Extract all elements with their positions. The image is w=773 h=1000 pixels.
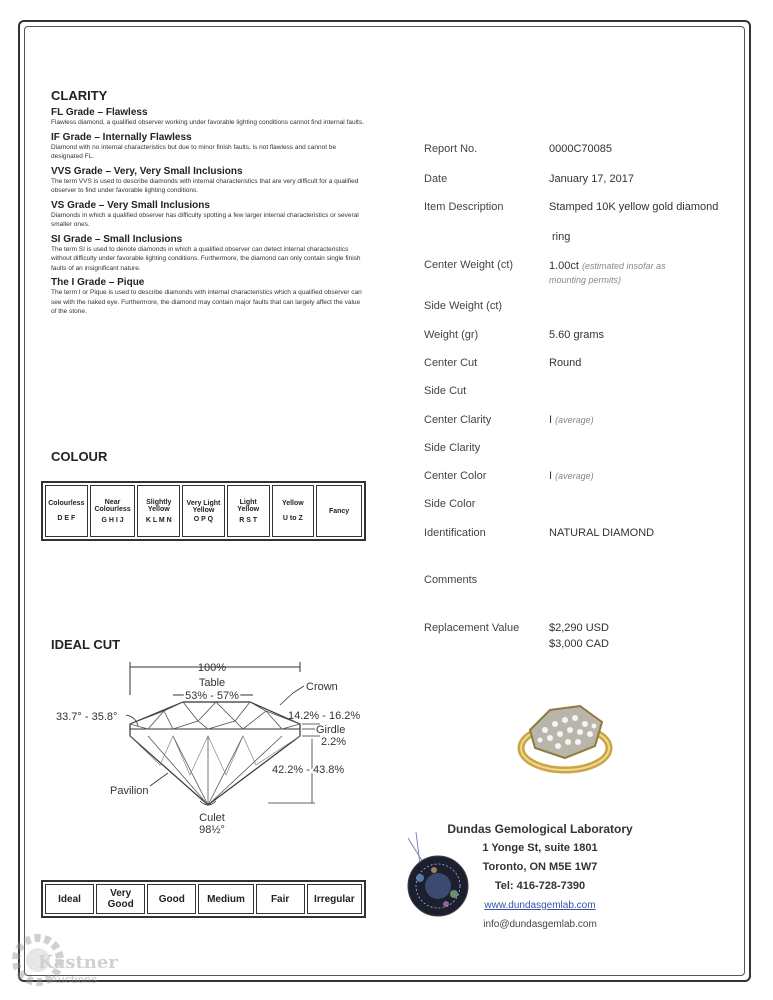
colour-cell-light-yellow	[227, 485, 270, 537]
grade-title: The I Grade – Pique	[51, 277, 145, 288]
clarity-title: CLARITY	[51, 88, 108, 103]
grade-title: VVS Grade – Very, Very Small Inclusions	[51, 165, 243, 177]
report-value: Round	[549, 357, 582, 369]
colour-cell-slightly-yellow	[137, 485, 180, 537]
diamond-proportions-diagram	[40, 655, 380, 835]
report-value: I	[549, 414, 553, 426]
colour-label: Near Colourless	[94, 498, 131, 513]
seal-sparkle	[416, 832, 420, 864]
cut-grade-table	[41, 880, 366, 918]
colour-grades: G H I J	[101, 516, 124, 524]
colour-cell-fancy	[316, 485, 362, 537]
lab-name: Dundas Gemological Laboratory	[447, 822, 633, 836]
colour-cell-very-light-yellow	[182, 485, 225, 537]
cut-grade-good: Good	[147, 884, 196, 914]
clarity-grade-vvs	[51, 166, 366, 196]
report-label: Center Weight (ct)	[424, 259, 514, 271]
report-note: (estimated insofar as mounting permits)	[549, 261, 666, 285]
report-value: 1.00ct	[549, 260, 579, 272]
seal-sparkle	[408, 838, 424, 864]
colour-grades: O P Q	[193, 515, 214, 523]
table-range-label: 53% - 57%	[185, 690, 239, 702]
report-label: Comments	[424, 574, 478, 586]
auction-watermark	[8, 930, 118, 998]
table-label: Table	[198, 677, 226, 689]
report-value: NATURAL DIAMOND	[549, 527, 655, 539]
crown-callout-line	[280, 693, 293, 705]
report-value-block	[549, 470, 594, 482]
colour-label: Colourless	[48, 500, 85, 507]
cut-grade-irregular: Irregular	[307, 884, 362, 914]
report-value: 5.60 grams	[549, 329, 605, 341]
report-label: Center Cut	[424, 357, 478, 369]
culet-value: 98½°	[199, 824, 225, 835]
grade-title: VS Grade – Very Small Inclusions	[51, 199, 210, 211]
report-label: Identification	[424, 527, 486, 539]
grade-description: Flawless diamond, a qualified observer working under favorable lighting conditions cannot find internal faults.	[51, 119, 364, 126]
report-label: Report No.	[424, 143, 478, 155]
report-label: Weight (gr)	[424, 329, 479, 341]
clarity-grade-if	[51, 132, 366, 162]
clarity-grade-fl	[51, 107, 366, 128]
grade-description: The term I or Pique is used to describe diamonds with internal characteristics which a qualified observer can see with the naked eye. Furthermore, the diamond may contain major faults that can largely affect the value of the stone.	[51, 289, 362, 315]
report-label: Side Weight (ct)	[424, 300, 503, 312]
crown-callout-line	[293, 686, 304, 693]
lab-website-link[interactable]: www.dundasgemlab.com	[484, 900, 596, 911]
report-details	[424, 0, 744, 660]
lab-address-line2: Toronto, ON M5E 1W7	[482, 861, 598, 873]
grade-title: IF Grade – Internally Flawless	[51, 131, 192, 143]
report-label: Date	[424, 173, 448, 185]
report-note: (average)	[555, 471, 594, 481]
colour-title: COLOUR	[51, 449, 108, 464]
report-label: Side Color	[424, 498, 476, 510]
report-label: Item Description	[424, 201, 504, 213]
clarity-section	[51, 88, 366, 317]
ideal-cut-title: IDEAL CUT	[51, 637, 121, 652]
report-note: (average)	[555, 415, 594, 425]
colour-label: Yellow	[281, 500, 304, 507]
ring-photo	[510, 700, 620, 780]
cut-grade-ideal: Ideal	[45, 884, 94, 914]
cut-grade-very-good: Very Good	[96, 884, 145, 914]
grade-description: The term SI is used to denote diamonds in which a qualified observer can detect internal characteristics without difficulty under favorable lighting conditions. Furthermore, the diamond can only contain single finish faults of an insignificant nature.	[51, 245, 361, 272]
crown-angle-label: 33.7° - 35.8°	[56, 711, 118, 723]
colour-label: Very Light Yellow	[186, 499, 221, 514]
colour-cell-near-colourless	[90, 485, 136, 537]
grade-description: Diamonds in which a qualified observer has difficulty spotting a few larger internal characteristics or several smaller ones.	[51, 211, 359, 228]
pavilion-facet	[208, 736, 282, 805]
report-value-block	[549, 259, 699, 287]
watermark-line2: Auctions	[50, 974, 98, 986]
culet-label: Culet	[199, 812, 225, 824]
report-value: ring	[552, 231, 571, 243]
lab-phone: Tel: 416-728-7390	[494, 880, 586, 892]
report-value: $2,290 USD	[549, 622, 609, 634]
pavilion-facet	[208, 736, 243, 805]
report-label: Replacement Value	[424, 622, 520, 634]
report-label: Side Cut	[424, 385, 467, 397]
lab-address-line1: 1 Yonge St, suite 1801	[482, 842, 598, 854]
lab-email: info@dundasgemlab.com	[483, 919, 597, 930]
colour-label: Light Yellow	[237, 498, 260, 513]
pavilion-label: Pavilion	[110, 785, 149, 797]
lab-info	[440, 820, 640, 934]
report-value-block	[549, 414, 594, 426]
grade-title: FL Grade – Flawless	[51, 107, 148, 118]
grade-description: The term VVS is used to describe diamonds with internal characteristics that are very difficult for a qualified observer to find under favorable lighting conditions.	[51, 177, 359, 194]
report-value: Stamped 10K yellow gold diamond	[549, 201, 719, 213]
crown-label: Crown	[306, 681, 338, 693]
grade-description: Diamond with no internal characteristics but due to minor finish faults, is not flawless and cannot be designated FL.	[51, 143, 337, 160]
colour-cell-yellow	[272, 485, 315, 537]
pavilion-callout-line	[150, 773, 168, 786]
crown-height-label: 14.2% - 16.2%	[288, 710, 361, 722]
clarity-grade-vs	[51, 200, 366, 230]
cut-grade-medium: Medium	[198, 884, 253, 914]
colour-grades: D E F	[57, 515, 76, 522]
report-label: Center Color	[424, 470, 487, 482]
watermark-line1: Kastner	[38, 952, 118, 973]
colour-cell-colourless	[45, 485, 88, 537]
pavilion-depth-label: 42.2% - 43.8%	[272, 764, 345, 776]
girdle-value: 2.2%	[321, 736, 347, 748]
report-value: I	[549, 470, 553, 482]
clarity-grade-si	[51, 234, 366, 274]
girdle-label: Girdle	[316, 724, 346, 736]
report-value: January 17, 2017	[549, 173, 635, 185]
report-value-secondary: $3,000 CAD	[549, 638, 609, 650]
report-value: 0000C70085	[549, 143, 613, 155]
report-label: Side Clarity	[424, 442, 481, 454]
colour-grades: R S T	[239, 516, 258, 524]
diamond-outline	[130, 702, 300, 805]
colour-grades: K L M N	[145, 516, 172, 524]
colour-grades: U to Z	[282, 515, 303, 522]
colour-label: Fancy	[328, 507, 350, 515]
width-label: 100%	[197, 662, 227, 674]
grade-title: SI Grade – Small Inclusions	[51, 233, 183, 245]
report-label: Center Clarity	[424, 414, 492, 426]
colour-label: Slightly Yellow	[146, 498, 172, 513]
colour-scale-table	[41, 481, 366, 541]
cut-grade-fair: Fair	[256, 884, 305, 914]
clarity-grade-i	[51, 277, 366, 317]
